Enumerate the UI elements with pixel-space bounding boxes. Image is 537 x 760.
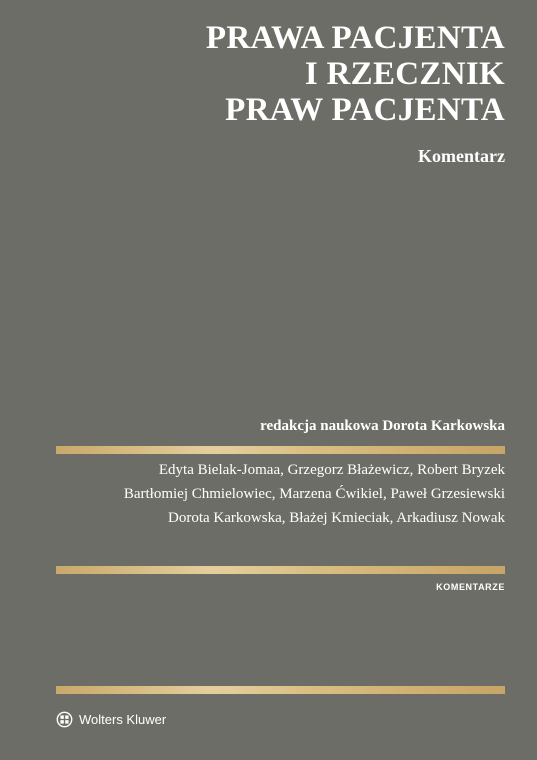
- gold-divider-bottom: [56, 686, 505, 694]
- book-title: [206, 20, 505, 128]
- wolters-kluwer-logo-icon: [56, 711, 73, 728]
- author-list: [124, 458, 505, 530]
- author-line-3: Dorota Karkowska, Błażej Kmieciak, Arkadiusz Nowak: [168, 510, 505, 526]
- title-line-1: PRAWA PACJENTA: [205, 20, 505, 56]
- gold-divider-top: [56, 446, 505, 454]
- scientific-editor: redakcja naukowa Dorota Karkowska: [260, 418, 505, 434]
- title-line-2: I RZECZNIK: [304, 56, 505, 92]
- author-line-1: Edyta Bielak-Jomaa, Grzegorz Błażewicz, Robert Bryzek: [158, 462, 505, 478]
- series-label: KOMENTARZE: [436, 582, 505, 592]
- gold-divider-middle: [56, 566, 505, 574]
- publisher-mark: [56, 711, 166, 728]
- title-line-3: PRAW PACJENTA: [225, 92, 505, 128]
- book-subtitle: Komentarz: [418, 146, 505, 166]
- author-line-2: Bartłomiej Chmielowiec, Marzena Ćwikiel, Paweł Grzesiewski: [123, 486, 505, 502]
- publisher-name: Wolters Kluwer: [79, 712, 167, 727]
